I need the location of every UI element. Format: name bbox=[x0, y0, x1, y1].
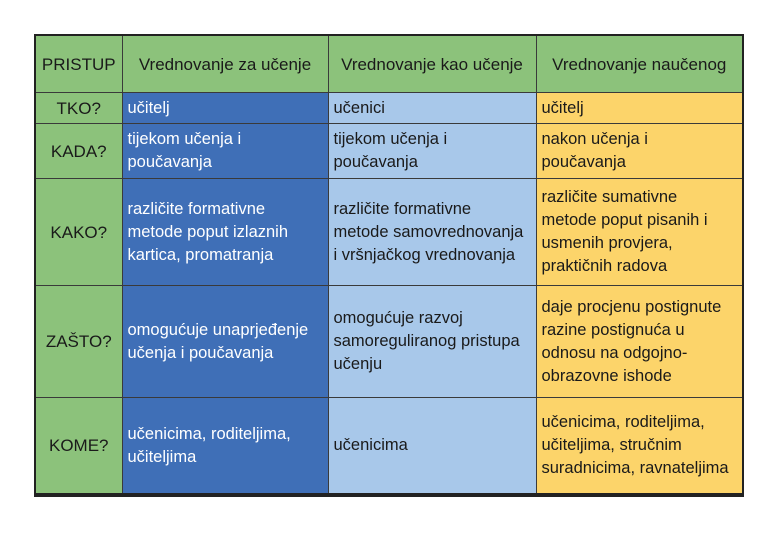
cell-to-whom-as-learning: učenicima bbox=[328, 398, 536, 496]
cell-how-as-learning: različite formativne metode samovrednovanja i vršnjačkog vrednovanja bbox=[328, 179, 536, 286]
cell-how-for-learning: različite formativne metode poput izlaznih kartica, promatranja bbox=[122, 179, 328, 286]
cell-how-of-learning: različite sumativne metode poput pisanih i usmenih provjera, praktičnih radova bbox=[536, 179, 743, 286]
cell-when-for-learning: tijekom učenja i poučavanja bbox=[122, 124, 328, 179]
cell-who-as-learning: učenici bbox=[328, 93, 536, 124]
cell-when-as-learning: tijekom učenja i poučavanja bbox=[328, 124, 536, 179]
table-row-to-whom bbox=[35, 398, 743, 496]
table-row-when bbox=[35, 124, 743, 179]
table-row-why bbox=[35, 286, 743, 398]
assessment-approaches-table bbox=[34, 34, 744, 497]
header-assessment-as-learning: Vrednovanje kao učenje bbox=[328, 35, 536, 93]
table-row-who bbox=[35, 93, 743, 124]
row-label-who: TKO? bbox=[35, 93, 122, 124]
cell-why-as-learning: omogućuje razvoj samoreguliranog pristupa učenju bbox=[328, 286, 536, 398]
cell-why-for-learning: omogućuje unaprjeđenje učenja i poučavanja bbox=[122, 286, 328, 398]
row-label-why: ZAŠTO? bbox=[35, 286, 122, 398]
cell-why-of-learning: daje procjenu postignute razine postignuća u odnosu na odgojno- obrazovne ishode bbox=[536, 286, 743, 398]
cell-to-whom-of-learning: učenicima, roditeljima, učiteljima, stručnim suradnicima, ravnateljima bbox=[536, 398, 743, 496]
header-assessment-for-learning: Vrednovanje za učenje bbox=[122, 35, 328, 93]
cell-who-for-learning: učitelj bbox=[122, 93, 328, 124]
header-approach: PRISTUP bbox=[35, 35, 122, 93]
row-label-how: KAKO? bbox=[35, 179, 122, 286]
cell-who-of-learning: učitelj bbox=[536, 93, 743, 124]
row-label-to-whom: KOME? bbox=[35, 398, 122, 496]
header-assessment-of-learning: Vrednovanje naučenog bbox=[536, 35, 743, 93]
cell-to-whom-for-learning: učenicima, roditeljima, učiteljima bbox=[122, 398, 328, 496]
table-header-row bbox=[35, 35, 743, 93]
table-row-how bbox=[35, 179, 743, 286]
row-label-when: KADA? bbox=[35, 124, 122, 179]
cell-when-of-learning: nakon učenja i poučavanja bbox=[536, 124, 743, 179]
assessment-table-container bbox=[34, 34, 742, 497]
